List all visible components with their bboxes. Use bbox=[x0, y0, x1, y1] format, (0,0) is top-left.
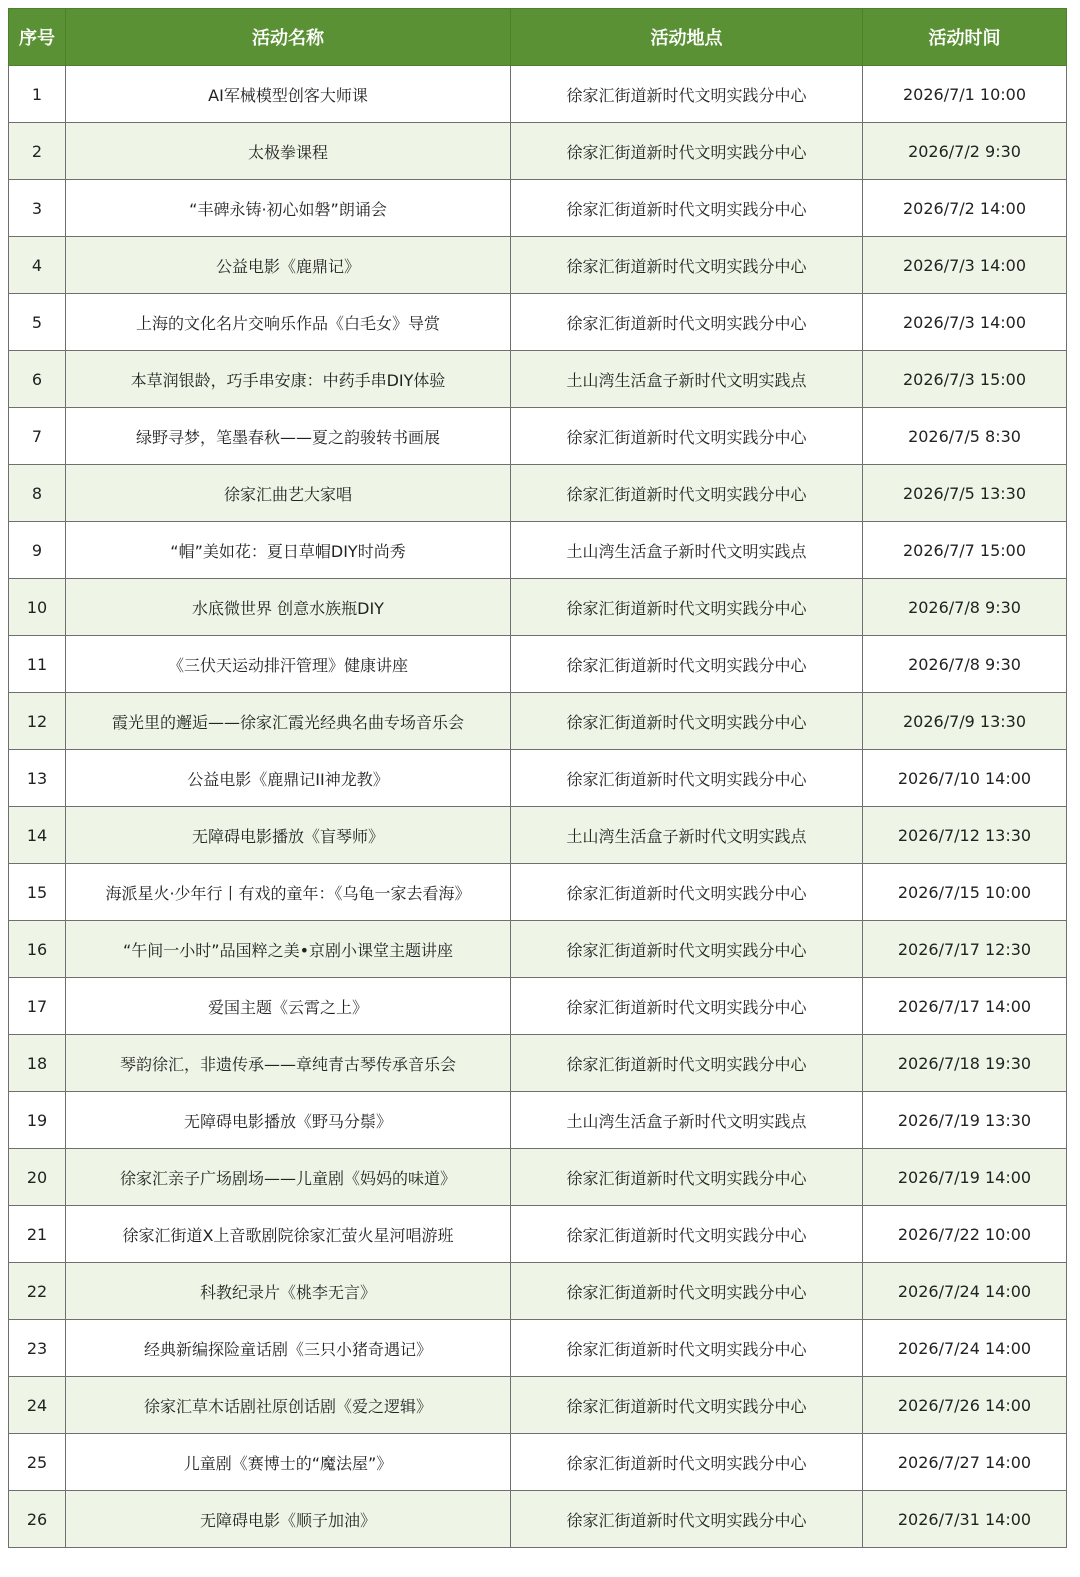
cell-activity-name: 经典新编探险童话剧《三只小猪奇遇记》 bbox=[66, 1320, 511, 1377]
cell-index: 6 bbox=[9, 351, 66, 408]
cell-index: 16 bbox=[9, 921, 66, 978]
cell-activity-name: 科教纪录片《桃李无言》 bbox=[66, 1263, 511, 1320]
column-header-activity-time: 活动时间 bbox=[863, 9, 1067, 66]
cell-index: 23 bbox=[9, 1320, 66, 1377]
cell-index: 18 bbox=[9, 1035, 66, 1092]
column-header-activity-name: 活动名称 bbox=[66, 9, 511, 66]
cell-activity-name: 无障碍电影《顺子加油》 bbox=[66, 1491, 511, 1548]
cell-activity-place: 徐家汇街道新时代文明实践分中心 bbox=[511, 978, 863, 1035]
cell-activity-place: 徐家汇街道新时代文明实践分中心 bbox=[511, 1377, 863, 1434]
cell-index: 9 bbox=[9, 522, 66, 579]
cell-index: 11 bbox=[9, 636, 66, 693]
cell-activity-name: 公益电影《鹿鼎记II神龙教》 bbox=[66, 750, 511, 807]
cell-index: 2 bbox=[9, 123, 66, 180]
table-row bbox=[9, 1377, 1067, 1434]
table-row bbox=[9, 1149, 1067, 1206]
cell-activity-time: 2026/7/31 14:00 bbox=[863, 1491, 1067, 1548]
cell-index: 22 bbox=[9, 1263, 66, 1320]
cell-activity-time: 2026/7/24 14:00 bbox=[863, 1320, 1067, 1377]
cell-activity-place: 徐家汇街道新时代文明实践分中心 bbox=[511, 294, 863, 351]
cell-activity-time: 2026/7/9 13:30 bbox=[863, 693, 1067, 750]
table-row bbox=[9, 351, 1067, 408]
cell-activity-place: 徐家汇街道新时代文明实践分中心 bbox=[511, 864, 863, 921]
table-row bbox=[9, 237, 1067, 294]
cell-activity-time: 2026/7/1 10:00 bbox=[863, 66, 1067, 123]
table-row bbox=[9, 693, 1067, 750]
cell-activity-name: 琴韵徐汇，非遗传承——章纯青古琴传承音乐会 bbox=[66, 1035, 511, 1092]
table-row bbox=[9, 1320, 1067, 1377]
activity-schedule-table bbox=[8, 8, 1067, 1548]
cell-index: 19 bbox=[9, 1092, 66, 1149]
cell-activity-name: “丰碑永铸·初心如磐”朗诵会 bbox=[66, 180, 511, 237]
cell-activity-name: 儿童剧《赛博士的“魔法屋”》 bbox=[66, 1434, 511, 1491]
table-row bbox=[9, 408, 1067, 465]
cell-activity-name: 海派星火·少年行丨有戏的童年：《乌龟一家去看海》 bbox=[66, 864, 511, 921]
cell-index: 1 bbox=[9, 66, 66, 123]
cell-activity-name: 水底微世界 创意水族瓶DIY bbox=[66, 579, 511, 636]
cell-index: 25 bbox=[9, 1434, 66, 1491]
cell-activity-place: 土山湾生活盒子新时代文明实践点 bbox=[511, 351, 863, 408]
cell-activity-time: 2026/7/10 14:00 bbox=[863, 750, 1067, 807]
header-row bbox=[9, 9, 1067, 66]
cell-activity-name: 徐家汇街道X上音歌剧院徐家汇萤火星河唱游班 bbox=[66, 1206, 511, 1263]
cell-activity-time: 2026/7/18 19:30 bbox=[863, 1035, 1067, 1092]
cell-index: 8 bbox=[9, 465, 66, 522]
table-row bbox=[9, 978, 1067, 1035]
cell-index: 20 bbox=[9, 1149, 66, 1206]
cell-activity-name: 太极拳课程 bbox=[66, 123, 511, 180]
cell-activity-place: 徐家汇街道新时代文明实践分中心 bbox=[511, 1491, 863, 1548]
cell-index: 15 bbox=[9, 864, 66, 921]
cell-activity-time: 2026/7/17 14:00 bbox=[863, 978, 1067, 1035]
cell-activity-time: 2026/7/8 9:30 bbox=[863, 579, 1067, 636]
cell-activity-place: 土山湾生活盒子新时代文明实践点 bbox=[511, 522, 863, 579]
cell-index: 3 bbox=[9, 180, 66, 237]
cell-activity-time: 2026/7/8 9:30 bbox=[863, 636, 1067, 693]
cell-activity-name: AI军械模型创客大师课 bbox=[66, 66, 511, 123]
cell-activity-name: 本草润银龄，巧手串安康：中药手串DIY体验 bbox=[66, 351, 511, 408]
cell-activity-place: 徐家汇街道新时代文明实践分中心 bbox=[511, 237, 863, 294]
cell-activity-name: 公益电影《鹿鼎记》 bbox=[66, 237, 511, 294]
cell-activity-place: 徐家汇街道新时代文明实践分中心 bbox=[511, 66, 863, 123]
cell-index: 7 bbox=[9, 408, 66, 465]
cell-activity-name: 《三伏天运动排汗管理》健康讲座 bbox=[66, 636, 511, 693]
cell-activity-place: 土山湾生活盒子新时代文明实践点 bbox=[511, 1092, 863, 1149]
cell-activity-time: 2026/7/7 15:00 bbox=[863, 522, 1067, 579]
table-row bbox=[9, 123, 1067, 180]
cell-index: 13 bbox=[9, 750, 66, 807]
cell-activity-place: 徐家汇街道新时代文明实践分中心 bbox=[511, 1149, 863, 1206]
cell-activity-name: 徐家汇草木话剧社原创话剧《爱之逻辑》 bbox=[66, 1377, 511, 1434]
table-row bbox=[9, 66, 1067, 123]
table-row bbox=[9, 522, 1067, 579]
column-header-index: 序号 bbox=[9, 9, 66, 66]
table-row bbox=[9, 750, 1067, 807]
cell-activity-name: 绿野寻梦，笔墨春秋——夏之韵骏转书画展 bbox=[66, 408, 511, 465]
cell-activity-place: 徐家汇街道新时代文明实践分中心 bbox=[511, 123, 863, 180]
cell-activity-place: 徐家汇街道新时代文明实践分中心 bbox=[511, 1263, 863, 1320]
cell-activity-place: 徐家汇街道新时代文明实践分中心 bbox=[511, 693, 863, 750]
cell-activity-name: 霞光里的邂逅——徐家汇霞光经典名曲专场音乐会 bbox=[66, 693, 511, 750]
cell-activity-place: 徐家汇街道新时代文明实践分中心 bbox=[511, 1206, 863, 1263]
cell-activity-name: “帽”美如花：夏日草帽DIY时尚秀 bbox=[66, 522, 511, 579]
cell-activity-time: 2026/7/3 15:00 bbox=[863, 351, 1067, 408]
cell-index: 12 bbox=[9, 693, 66, 750]
cell-activity-name: “午间一小时”品国粹之美•京剧小课堂主题讲座 bbox=[66, 921, 511, 978]
cell-activity-place: 徐家汇街道新时代文明实践分中心 bbox=[511, 579, 863, 636]
cell-activity-time: 2026/7/26 14:00 bbox=[863, 1377, 1067, 1434]
cell-activity-time: 2026/7/15 10:00 bbox=[863, 864, 1067, 921]
cell-activity-time: 2026/7/19 13:30 bbox=[863, 1092, 1067, 1149]
table-row bbox=[9, 1092, 1067, 1149]
cell-activity-place: 土山湾生活盒子新时代文明实践点 bbox=[511, 807, 863, 864]
cell-activity-place: 徐家汇街道新时代文明实践分中心 bbox=[511, 180, 863, 237]
table-row bbox=[9, 579, 1067, 636]
cell-activity-time: 2026/7/17 12:30 bbox=[863, 921, 1067, 978]
cell-index: 5 bbox=[9, 294, 66, 351]
cell-activity-time: 2026/7/24 14:00 bbox=[863, 1263, 1067, 1320]
table-row bbox=[9, 864, 1067, 921]
cell-activity-place: 徐家汇街道新时代文明实践分中心 bbox=[511, 465, 863, 522]
cell-activity-time: 2026/7/27 14:00 bbox=[863, 1434, 1067, 1491]
cell-index: 17 bbox=[9, 978, 66, 1035]
table-row bbox=[9, 294, 1067, 351]
cell-activity-time: 2026/7/2 9:30 bbox=[863, 123, 1067, 180]
cell-index: 14 bbox=[9, 807, 66, 864]
cell-activity-name: 徐家汇亲子广场剧场——儿童剧《妈妈的味道》 bbox=[66, 1149, 511, 1206]
cell-index: 4 bbox=[9, 237, 66, 294]
cell-activity-place: 徐家汇街道新时代文明实践分中心 bbox=[511, 1035, 863, 1092]
table-body bbox=[9, 66, 1067, 1548]
table-row bbox=[9, 1035, 1067, 1092]
cell-activity-place: 徐家汇街道新时代文明实践分中心 bbox=[511, 1320, 863, 1377]
cell-activity-time: 2026/7/2 14:00 bbox=[863, 180, 1067, 237]
column-header-activity-place: 活动地点 bbox=[511, 9, 863, 66]
cell-activity-name: 无障碍电影播放《野马分鬃》 bbox=[66, 1092, 511, 1149]
cell-index: 10 bbox=[9, 579, 66, 636]
table-row bbox=[9, 465, 1067, 522]
cell-activity-name: 徐家汇曲艺大家唱 bbox=[66, 465, 511, 522]
cell-activity-time: 2026/7/5 13:30 bbox=[863, 465, 1067, 522]
table-row bbox=[9, 807, 1067, 864]
table-row bbox=[9, 1434, 1067, 1491]
cell-activity-name: 爱国主题《云霄之上》 bbox=[66, 978, 511, 1035]
cell-activity-name: 无障碍电影播放《盲琴师》 bbox=[66, 807, 511, 864]
table-row bbox=[9, 1206, 1067, 1263]
cell-index: 24 bbox=[9, 1377, 66, 1434]
cell-activity-time: 2026/7/3 14:00 bbox=[863, 237, 1067, 294]
cell-activity-name: 上海的文化名片交响乐作品《白毛女》导赏 bbox=[66, 294, 511, 351]
cell-index: 26 bbox=[9, 1491, 66, 1548]
cell-activity-place: 徐家汇街道新时代文明实践分中心 bbox=[511, 750, 863, 807]
cell-activity-time: 2026/7/5 8:30 bbox=[863, 408, 1067, 465]
cell-activity-place: 徐家汇街道新时代文明实践分中心 bbox=[511, 636, 863, 693]
table-row bbox=[9, 180, 1067, 237]
table-row bbox=[9, 1491, 1067, 1548]
cell-activity-place: 徐家汇街道新时代文明实践分中心 bbox=[511, 921, 863, 978]
table-row bbox=[9, 1263, 1067, 1320]
cell-activity-time: 2026/7/3 14:00 bbox=[863, 294, 1067, 351]
activity-schedule-sheet bbox=[8, 8, 1066, 1548]
cell-activity-time: 2026/7/22 10:00 bbox=[863, 1206, 1067, 1263]
table-row bbox=[9, 921, 1067, 978]
cell-activity-place: 徐家汇街道新时代文明实践分中心 bbox=[511, 408, 863, 465]
cell-activity-place: 徐家汇街道新时代文明实践分中心 bbox=[511, 1434, 863, 1491]
cell-activity-time: 2026/7/19 14:00 bbox=[863, 1149, 1067, 1206]
cell-activity-time: 2026/7/12 13:30 bbox=[863, 807, 1067, 864]
table-row bbox=[9, 636, 1067, 693]
table-header bbox=[9, 9, 1067, 66]
cell-index: 21 bbox=[9, 1206, 66, 1263]
